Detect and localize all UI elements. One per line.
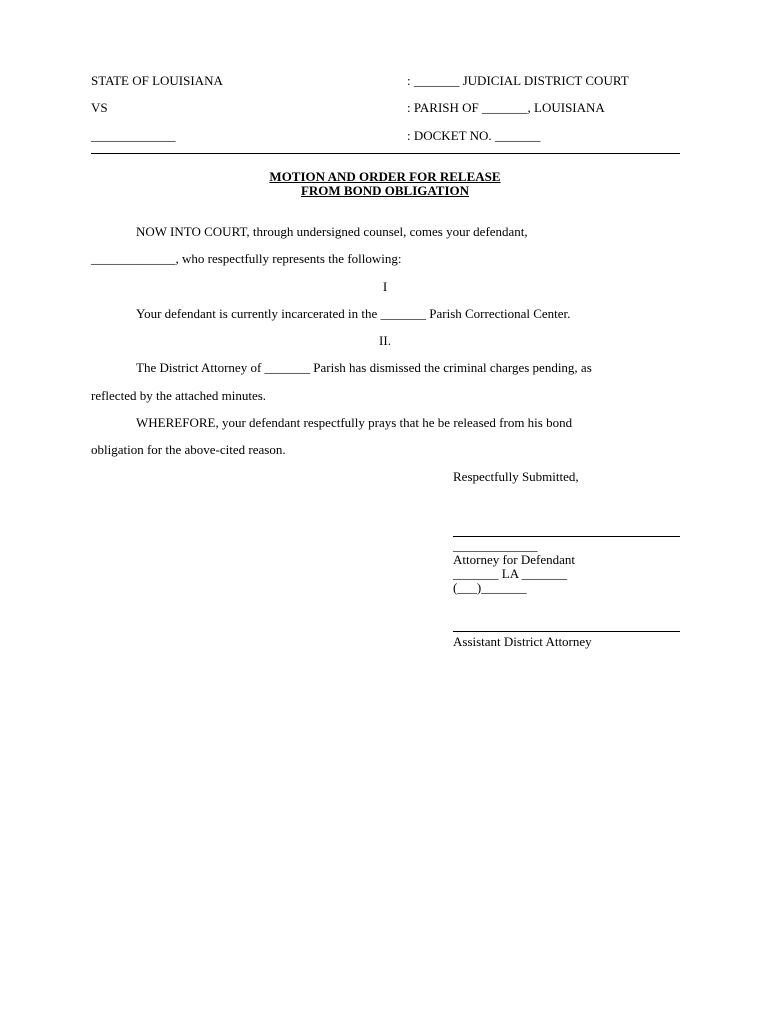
caption-court: : _______ JUDICIAL DISTRICT COURT: [407, 73, 629, 88]
intro-line-1: NOW INTO COURT, through undersigned counsel, comes your defendant,: [136, 224, 528, 239]
document-title-line-2: FROM BOND OBLIGATION: [300, 183, 470, 198]
attorney-city-line: _______ LA _______: [453, 566, 568, 581]
caption-vs: VS: [91, 100, 108, 115]
wherefore-line-2: obligation for the above-cited reason.: [91, 442, 286, 457]
section-1-heading: I: [382, 279, 388, 294]
caption-party-blank: _____________: [91, 128, 176, 143]
document-title-line-1: MOTION AND ORDER FOR RELEASE: [269, 169, 501, 184]
attorney-phone-line: (___)_______: [453, 580, 527, 595]
intro-line-2: _____________, who respectfully represents the following:: [91, 251, 402, 266]
closing-text: Respectfully Submitted,: [453, 469, 579, 484]
caption-parish: : PARISH OF _______, LOUISIANA: [407, 100, 605, 115]
caption-divider: [91, 153, 680, 154]
section-2-heading: II.: [379, 333, 391, 348]
wherefore-line-1: WHEREFORE, your defendant respectfully prays that he be released from his bond: [136, 415, 573, 430]
section-1-text: Your defendant is currently incarcerated in the _______ Parish Correctional Center.: [136, 306, 571, 321]
section-2-line-2: reflected by the attached minutes.: [91, 388, 267, 403]
caption-docket: : DOCKET NO. _______: [407, 128, 541, 143]
da-signature-line: [453, 631, 680, 632]
attorney-title: Attorney for Defendant: [453, 552, 576, 567]
da-title: Assistant District Attorney: [453, 634, 592, 649]
caption-state: STATE OF LOUISIANA: [91, 73, 223, 88]
attorney-name-blank: _____________: [453, 538, 538, 553]
section-2-line-1: The District Attorney of _______ Parish has dismissed the criminal charges pending, as: [136, 360, 592, 375]
attorney-signature-line: [453, 536, 680, 537]
